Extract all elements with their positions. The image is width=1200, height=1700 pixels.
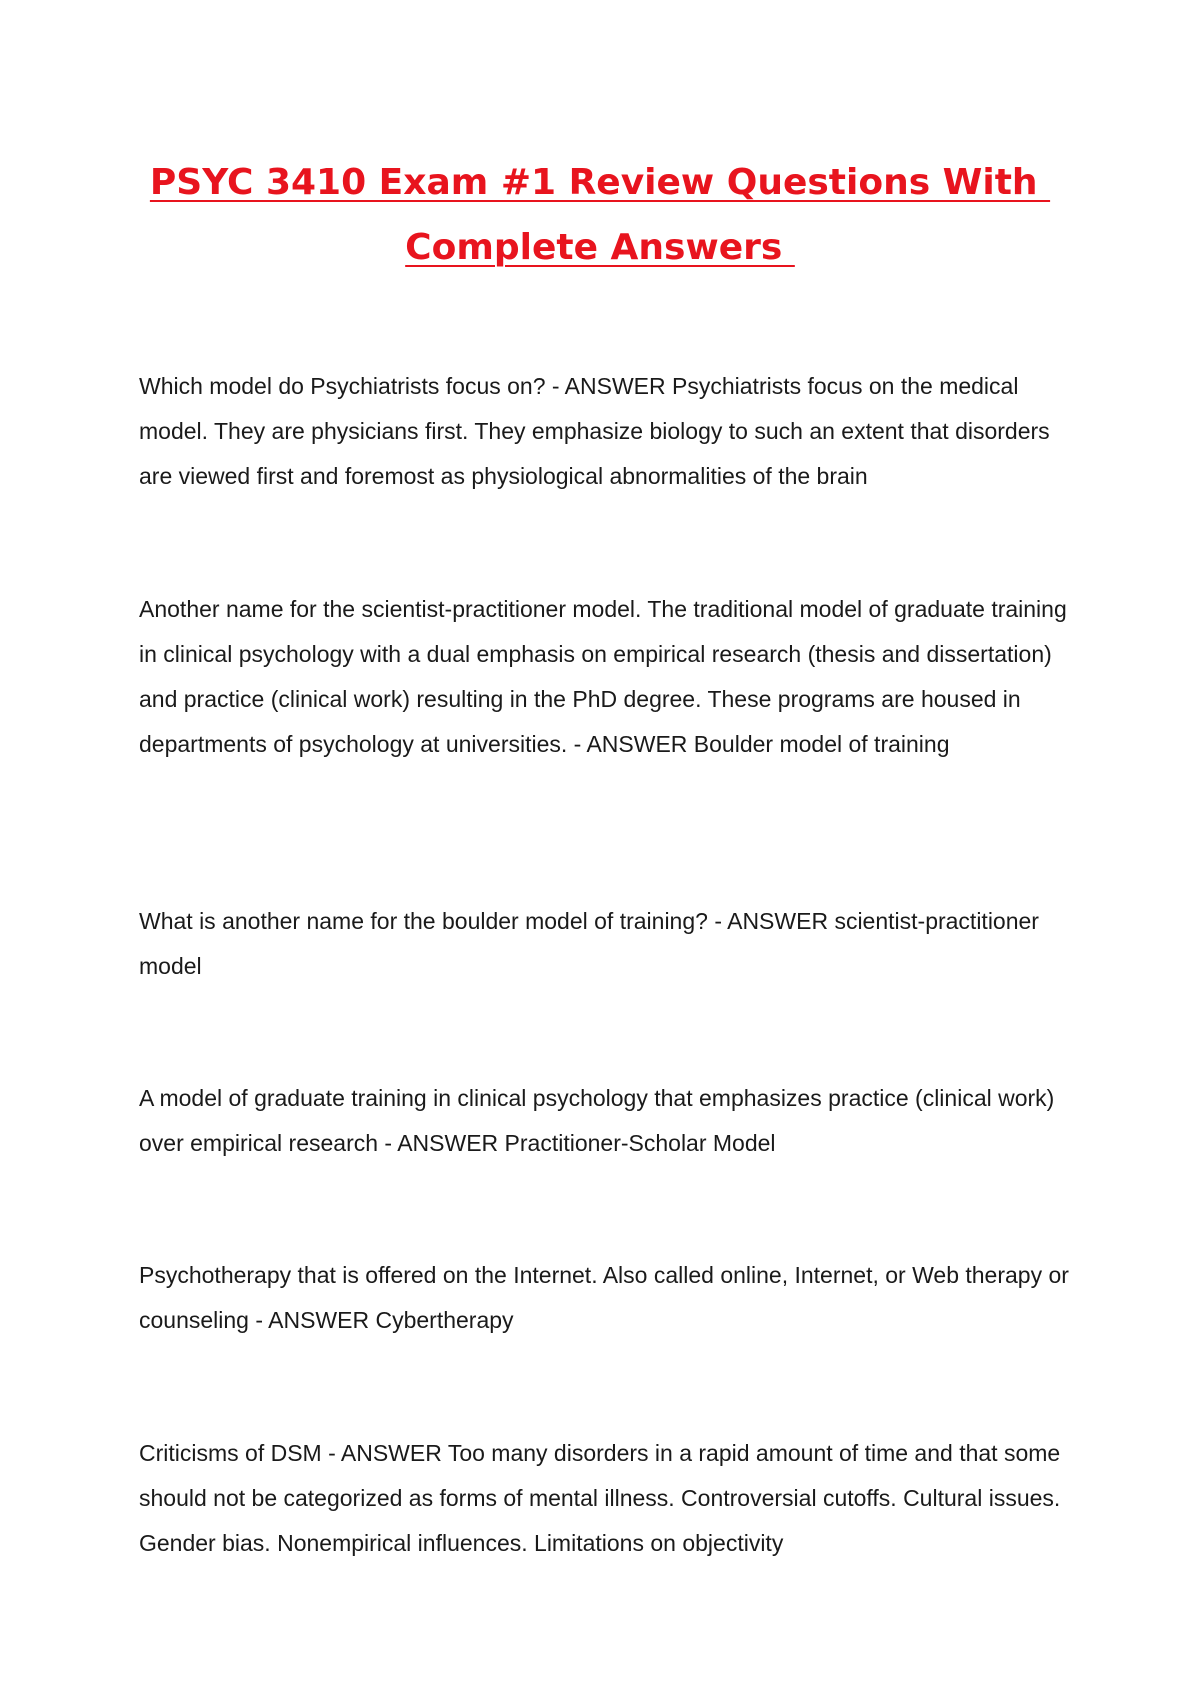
qa-item: Which model do Psychiatrists focus on? - ANSWER Psychiatrists focus on the medical model. They are physicians first. They emphasize biology to such an extent that disorders are viewed first and foremost as physiological abnormalities of the brain: [139, 373, 1050, 489]
qa-item: Psychotherapy that is offered on the Internet. Also called online, Internet, or Web therapy or counseling - ANSWER Cybertherapy: [139, 1262, 1069, 1333]
title-line-1: PSYC 3410 Exam #1 Review Questions With: [149, 162, 1051, 203]
qa-item: Another name for the scientist-practitioner model. The traditional model of graduate training in clinical psychology with a dual emphasis on empirical research (thesis and dissertation) and practice (clinical work) resulting in the PhD degree. These programs are housed in departments of psychology at universities. - ANSWER Boulder model of training: [139, 596, 1067, 757]
title-line-2: Complete Answers: [405, 227, 795, 268]
qa-item: Criticisms of DSM - ANSWER Too many disorders in a rapid amount of time and that some should not be categorized as forms of mental illness. Controversial cutoffs. Cultural issues. Gender bias. Nonempirical influences. Limitations on objectivity: [139, 1440, 1061, 1556]
qa-item: A model of graduate training in clinical psychology that emphasizes practice (clinical work) over empirical research - ANSWER Practitioner-Scholar Model: [139, 1085, 1055, 1156]
document-title: [120, 150, 1080, 280]
qa-item: What is another name for the boulder model of training? - ANSWER scientist-practitioner model: [139, 908, 1039, 979]
